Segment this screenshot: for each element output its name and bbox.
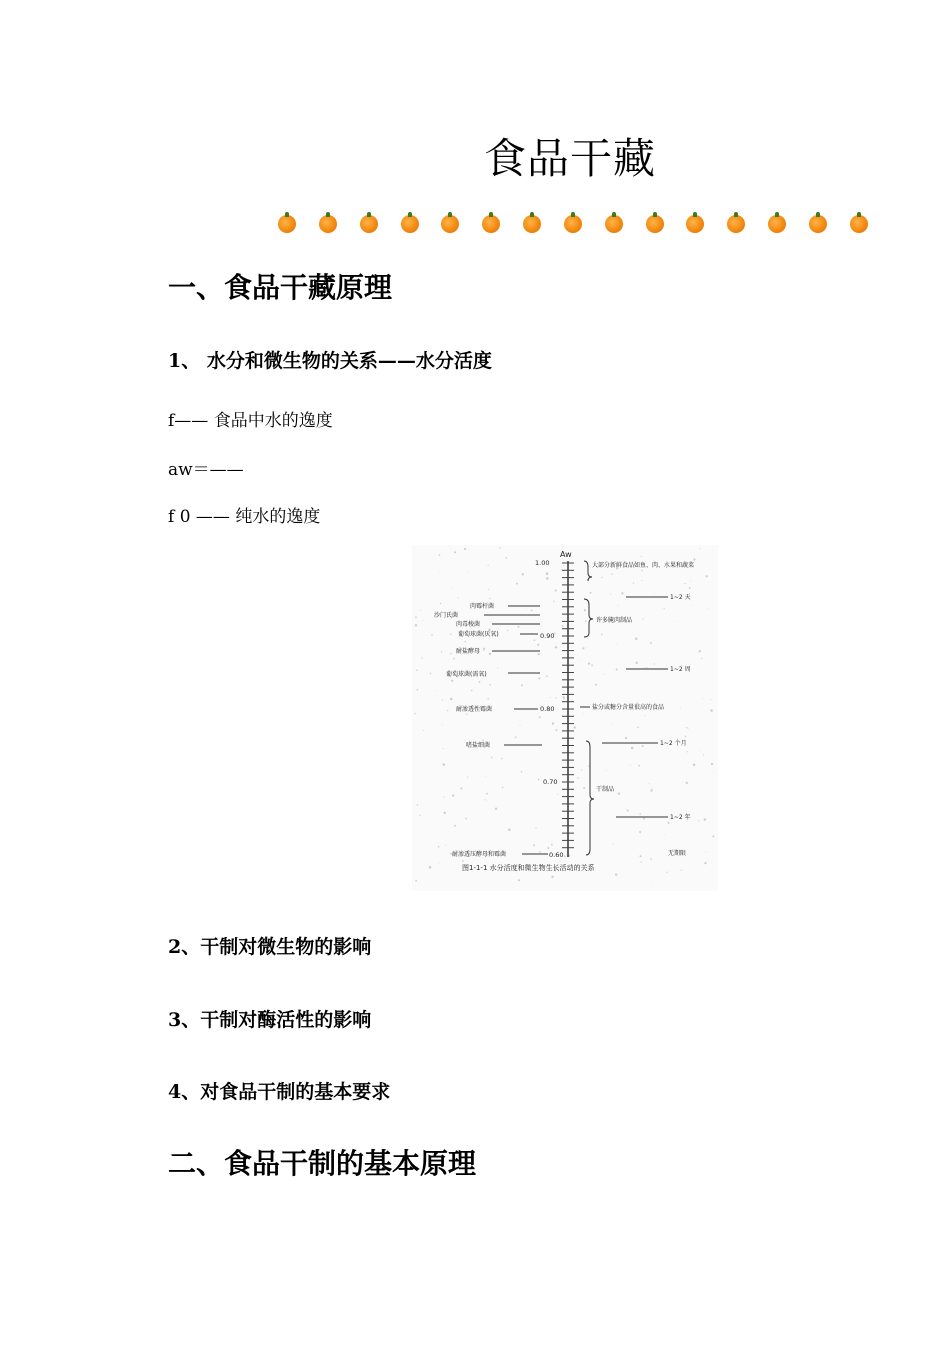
right-label: 1~2 周 bbox=[670, 666, 691, 673]
scan-speckle bbox=[579, 660, 580, 661]
scan-speckle bbox=[699, 750, 700, 751]
scan-speckle bbox=[625, 737, 627, 739]
scan-speckle bbox=[687, 751, 688, 752]
right-label: 1~2 个月 bbox=[660, 740, 687, 747]
left-label: 沙门氏菌 bbox=[434, 612, 459, 619]
section-heading-2: 二、食品干制的基本原理 bbox=[168, 1147, 477, 1180]
scan-speckle bbox=[420, 610, 421, 611]
orange-dot-icon bbox=[564, 215, 582, 233]
scan-speckle bbox=[462, 860, 464, 862]
scan-speckle bbox=[435, 690, 436, 691]
scan-speckle bbox=[458, 597, 459, 598]
scan-speckle bbox=[635, 637, 638, 640]
section-heading-1: 一、食品干藏原理 bbox=[168, 271, 393, 304]
scan-speckle bbox=[521, 684, 523, 686]
scan-speckle bbox=[591, 664, 593, 666]
scan-speckle bbox=[467, 777, 468, 778]
tick-label: 0.60 bbox=[549, 851, 564, 859]
scan-speckle bbox=[491, 757, 492, 758]
tick-label: 0.90 bbox=[540, 632, 555, 640]
scan-speckle bbox=[655, 593, 656, 594]
scan-speckle bbox=[415, 616, 417, 618]
scan-speckle bbox=[590, 592, 592, 594]
scan-speckle bbox=[637, 727, 639, 729]
right-label: 盐分或糖分含量很高的食品 bbox=[592, 704, 665, 711]
scan-speckle bbox=[611, 723, 612, 724]
scan-speckle bbox=[521, 771, 523, 773]
scan-speckle bbox=[538, 677, 540, 679]
scan-speckle bbox=[440, 603, 441, 604]
scan-speckle bbox=[666, 872, 667, 873]
scan-speckle bbox=[464, 641, 465, 642]
scan-speckle bbox=[471, 690, 473, 692]
scan-speckle bbox=[703, 755, 704, 756]
scan-speckle bbox=[693, 558, 695, 560]
scan-speckle bbox=[599, 731, 600, 732]
scan-speckle bbox=[585, 620, 587, 622]
scan-speckle bbox=[538, 653, 540, 655]
scan-speckle bbox=[584, 609, 586, 611]
orange-dot-icon bbox=[360, 215, 378, 233]
scan-speckle bbox=[441, 651, 442, 652]
scan-speckle bbox=[416, 758, 417, 759]
scan-speckle bbox=[451, 680, 453, 682]
scan-speckle bbox=[711, 763, 713, 765]
scan-speckle bbox=[445, 845, 446, 846]
scan-speckle bbox=[546, 577, 549, 580]
scan-speckle bbox=[447, 710, 448, 711]
scan-speckle bbox=[586, 647, 587, 648]
scan-speckle bbox=[689, 587, 691, 589]
scan-speckle bbox=[487, 698, 489, 700]
scan-speckle bbox=[443, 763, 446, 766]
scan-speckle bbox=[651, 885, 652, 886]
scan-speckle bbox=[642, 745, 644, 747]
scan-speckle bbox=[489, 598, 490, 599]
scan-speckle bbox=[563, 690, 564, 691]
scan-speckle bbox=[650, 789, 652, 791]
scan-speckle bbox=[633, 582, 634, 583]
scan-speckle bbox=[514, 557, 515, 558]
orange-dot-icon bbox=[727, 215, 745, 233]
scan-speckle bbox=[422, 657, 423, 658]
scan-speckle bbox=[680, 870, 681, 871]
scan-speckle bbox=[486, 793, 488, 795]
scan-speckle bbox=[707, 608, 708, 609]
scan-speckle bbox=[483, 648, 485, 650]
orange-dot-divider bbox=[278, 213, 868, 235]
scan-speckle bbox=[639, 813, 641, 815]
scan-speckle bbox=[485, 776, 486, 777]
orange-dot-icon bbox=[319, 215, 337, 233]
scan-speckle bbox=[701, 658, 702, 659]
scan-speckle bbox=[621, 750, 622, 751]
scan-speckle bbox=[618, 864, 619, 865]
scan-speckle bbox=[552, 722, 554, 724]
right-label: 干制品 bbox=[596, 786, 615, 793]
scan-speckle bbox=[704, 862, 706, 864]
scan-speckle bbox=[555, 589, 557, 591]
scan-speckle bbox=[450, 633, 451, 634]
left-label: 耐盐酵母 bbox=[456, 648, 481, 655]
scan-speckle bbox=[423, 730, 424, 731]
scan-speckle bbox=[565, 763, 566, 764]
scan-speckle bbox=[688, 728, 689, 729]
scan-speckle bbox=[448, 659, 449, 660]
scan-speckle bbox=[618, 605, 619, 606]
scan-speckle bbox=[454, 825, 456, 827]
left-label: 肉毒梭菌 bbox=[456, 621, 481, 628]
scan-speckle bbox=[699, 548, 700, 549]
scan-speckle bbox=[539, 851, 541, 853]
scan-speckle bbox=[560, 570, 561, 571]
scan-speckle bbox=[501, 758, 503, 760]
scan-speckle bbox=[639, 831, 641, 833]
scan-speckle bbox=[583, 713, 584, 714]
scan-speckle bbox=[643, 618, 644, 619]
subheading-4: 4、对食品干制的基本要求 bbox=[168, 1081, 391, 1103]
orange-dot-icon bbox=[768, 215, 786, 233]
scan-speckle bbox=[643, 818, 645, 820]
scan-speckle bbox=[588, 662, 590, 664]
scan-speckle bbox=[482, 739, 484, 741]
scan-speckle bbox=[495, 808, 497, 810]
tick-label: 1.00 bbox=[535, 559, 550, 567]
scan-speckle bbox=[640, 855, 642, 857]
scan-speckle bbox=[641, 580, 642, 581]
scan-speckle bbox=[627, 809, 629, 811]
scan-speckle bbox=[546, 675, 548, 677]
water-activity-diagram bbox=[412, 545, 718, 891]
scan-speckle bbox=[439, 554, 441, 556]
scan-speckle bbox=[533, 844, 535, 846]
scan-speckle bbox=[452, 588, 453, 589]
scan-speckle bbox=[677, 621, 678, 622]
scan-speckle bbox=[479, 681, 481, 683]
scan-speckle bbox=[518, 879, 520, 881]
scan-speckle bbox=[613, 715, 614, 716]
scan-speckle bbox=[712, 772, 713, 773]
scan-speckle bbox=[601, 634, 602, 635]
scan-speckle bbox=[563, 565, 564, 566]
orange-dot-icon bbox=[523, 215, 541, 233]
scan-speckle bbox=[502, 787, 504, 789]
scan-speckle bbox=[557, 794, 558, 795]
scan-speckle bbox=[534, 639, 536, 641]
scan-speckle bbox=[508, 829, 511, 832]
scan-speckle bbox=[440, 619, 441, 620]
scan-speckle bbox=[574, 726, 576, 728]
scan-speckle bbox=[460, 787, 462, 789]
scan-speckle bbox=[438, 862, 439, 863]
subheading-3: 3、干制对酶活性的影响 bbox=[168, 1009, 372, 1031]
scan-speckle bbox=[653, 663, 654, 664]
scan-speckle bbox=[486, 800, 487, 801]
scan-speckle bbox=[483, 650, 484, 651]
scan-speckle bbox=[464, 548, 466, 550]
scan-speckle bbox=[468, 572, 469, 573]
scan-speckle bbox=[710, 709, 713, 712]
scan-speckle bbox=[416, 669, 418, 671]
scan-speckle bbox=[616, 643, 617, 644]
orange-dot-icon bbox=[850, 215, 868, 233]
scan-speckle bbox=[564, 855, 566, 857]
scan-speckle bbox=[535, 827, 536, 828]
scan-speckle bbox=[553, 600, 554, 601]
scan-speckle bbox=[685, 736, 687, 738]
left-label: 耐渗透性霉菌 bbox=[456, 706, 493, 713]
scan-speckle bbox=[621, 592, 623, 594]
scan-speckle bbox=[453, 658, 455, 660]
scan-speckle bbox=[606, 770, 607, 771]
scan-speckle bbox=[691, 605, 692, 606]
scan-speckle bbox=[492, 758, 493, 759]
scan-speckle bbox=[417, 689, 419, 691]
scan-speckle bbox=[442, 668, 443, 669]
scan-speckle bbox=[598, 678, 599, 679]
water-activity-figure bbox=[412, 545, 718, 891]
scan-speckle bbox=[555, 729, 557, 731]
scan-speckle bbox=[645, 715, 646, 716]
tick-label: 0.70 bbox=[543, 778, 558, 786]
scan-speckle bbox=[550, 578, 551, 579]
scan-speckle bbox=[422, 620, 423, 621]
scan-speckle bbox=[611, 573, 613, 575]
scan-speckle bbox=[550, 697, 551, 698]
right-label: 1~2 天 bbox=[670, 594, 691, 601]
scan-speckle bbox=[562, 625, 564, 627]
scan-speckle bbox=[505, 557, 507, 559]
scan-speckle bbox=[618, 792, 620, 794]
left-label: 嗜盐细菌 bbox=[466, 742, 491, 749]
orange-dot-icon bbox=[441, 215, 459, 233]
scan-speckle bbox=[440, 571, 441, 572]
page-title: 食品干藏 bbox=[483, 134, 656, 183]
scan-speckle bbox=[581, 769, 582, 770]
scan-speckle bbox=[693, 763, 696, 766]
left-label: 葡萄球菌(厌氧) bbox=[458, 631, 499, 638]
orange-dot-icon bbox=[646, 215, 664, 233]
scan-speckle bbox=[430, 673, 431, 674]
scan-speckle bbox=[615, 874, 617, 876]
scan-speckle bbox=[635, 662, 637, 664]
right-label: 1~2 年 bbox=[670, 814, 691, 821]
scan-speckle bbox=[706, 575, 708, 577]
scan-speckle bbox=[674, 698, 675, 699]
subheading-1: 1、 水分和微生物的关系——水分活度 bbox=[168, 350, 492, 372]
scan-speckle bbox=[704, 818, 706, 820]
scan-speckle bbox=[507, 630, 509, 632]
scan-speckle bbox=[520, 725, 521, 726]
scan-speckle bbox=[705, 851, 706, 852]
scan-speckle bbox=[419, 815, 420, 816]
right-label: 无期限 bbox=[668, 850, 687, 857]
scan-speckle bbox=[415, 624, 417, 626]
scan-speckle bbox=[641, 862, 642, 863]
scan-speckle bbox=[555, 697, 556, 698]
scan-speckle bbox=[698, 820, 699, 821]
scan-speckle bbox=[442, 724, 443, 725]
scan-speckle bbox=[443, 797, 444, 798]
scan-speckle bbox=[450, 698, 453, 701]
scan-speckle bbox=[450, 653, 451, 654]
formula-line-denominator: f 0 —— 纯水的逸度 bbox=[168, 507, 321, 527]
tick-label: 0.80 bbox=[540, 705, 555, 713]
scan-speckle bbox=[649, 783, 650, 784]
scan-speckle bbox=[664, 608, 665, 609]
scan-speckle bbox=[465, 818, 467, 820]
scan-speckle bbox=[415, 880, 417, 882]
scan-speckle bbox=[522, 573, 524, 575]
scan-speckle bbox=[566, 819, 567, 820]
scan-speckle bbox=[538, 779, 540, 781]
scan-speckle bbox=[489, 684, 491, 686]
scan-speckle bbox=[452, 795, 454, 797]
scan-speckle bbox=[534, 834, 535, 835]
orange-dot-icon bbox=[605, 215, 623, 233]
scan-speckle bbox=[443, 748, 444, 749]
scan-speckle bbox=[684, 583, 685, 584]
scan-speckle bbox=[604, 673, 605, 674]
scan-speckle bbox=[551, 876, 553, 878]
subheading-2: 2、干制对微生物的影响 bbox=[168, 936, 372, 958]
scan-speckle bbox=[710, 699, 711, 700]
scan-speckle bbox=[588, 766, 589, 767]
scan-speckle bbox=[563, 698, 565, 700]
scan-speckle bbox=[489, 653, 491, 655]
scan-speckle bbox=[546, 572, 549, 575]
orange-dot-icon bbox=[401, 215, 419, 233]
scan-speckle bbox=[561, 569, 562, 570]
scan-speckle bbox=[499, 547, 500, 548]
scan-speckle bbox=[650, 642, 652, 644]
scan-speckle bbox=[488, 565, 489, 566]
axis-label: Aw bbox=[560, 550, 572, 559]
scan-speckle bbox=[616, 668, 618, 670]
right-label: 许多腌肉制品 bbox=[596, 617, 633, 624]
orange-dot-icon bbox=[809, 215, 827, 233]
scan-speckle bbox=[630, 765, 631, 766]
scan-speckle bbox=[686, 782, 688, 784]
scan-speckle bbox=[625, 808, 626, 809]
scan-speckle bbox=[417, 804, 418, 805]
scan-speckle bbox=[686, 727, 687, 728]
scan-speckle bbox=[539, 716, 541, 718]
scan-speckle bbox=[508, 757, 509, 758]
scan-speckle bbox=[547, 847, 549, 849]
scan-speckle bbox=[680, 708, 681, 709]
scan-speckle bbox=[641, 556, 642, 557]
scan-speckle bbox=[644, 667, 645, 668]
scan-speckle bbox=[515, 736, 517, 738]
scan-speckle bbox=[444, 796, 445, 797]
scan-speckle bbox=[414, 713, 415, 714]
scan-speckle bbox=[667, 822, 669, 824]
scan-speckle bbox=[641, 570, 642, 571]
left-label: 葡萄球菌(需氧) bbox=[446, 671, 487, 678]
scan-speckle bbox=[497, 667, 498, 668]
figure-caption: 图1-1-1 水分活度和微生物生长活动的关系 bbox=[462, 864, 595, 872]
scan-speckle bbox=[553, 842, 554, 843]
scan-speckle bbox=[563, 696, 565, 698]
scan-speckle bbox=[517, 626, 519, 628]
scan-speckle bbox=[484, 799, 485, 800]
scan-speckle bbox=[583, 787, 585, 789]
scan-speckle bbox=[429, 866, 432, 869]
left-label: 耐渗透压酵母和霉菌 bbox=[452, 851, 507, 858]
scan-speckle bbox=[602, 577, 603, 578]
scan-speckle bbox=[438, 846, 440, 848]
scan-speckle bbox=[652, 788, 653, 789]
scan-speckle bbox=[613, 843, 614, 844]
scan-speckle bbox=[555, 646, 558, 649]
scan-speckle bbox=[454, 551, 456, 553]
scan-speckle bbox=[710, 638, 711, 639]
scan-speckle bbox=[595, 684, 597, 686]
scan-speckle bbox=[537, 644, 539, 646]
scan-speckle bbox=[466, 714, 467, 715]
scan-speckle bbox=[646, 667, 647, 668]
scan-speckle bbox=[631, 747, 634, 750]
scan-speckle bbox=[431, 635, 433, 637]
scan-speckle bbox=[712, 835, 714, 837]
scan-speckle bbox=[531, 610, 533, 612]
orange-dot-icon bbox=[278, 215, 296, 233]
scan-speckle bbox=[638, 765, 640, 767]
scan-speckle bbox=[703, 698, 704, 699]
scan-speckle bbox=[610, 594, 611, 595]
formula-line-numerator: f—— 食品中水的逸度 bbox=[168, 411, 333, 431]
scan-speckle bbox=[516, 583, 518, 585]
scan-speckle bbox=[577, 777, 579, 779]
formula-line-aw: aw＝—— bbox=[168, 460, 244, 480]
orange-dot-icon bbox=[686, 215, 704, 233]
left-label: 肉霉杆菌 bbox=[470, 603, 495, 610]
scan-speckle bbox=[488, 589, 489, 590]
scan-speckle bbox=[664, 834, 665, 835]
scan-speckle bbox=[582, 647, 584, 649]
scan-speckle bbox=[690, 580, 691, 581]
orange-dot-icon bbox=[482, 215, 500, 233]
scan-speckle bbox=[650, 858, 652, 860]
scan-speckle bbox=[442, 699, 443, 700]
scan-speckle bbox=[551, 844, 553, 846]
scan-speckle bbox=[561, 643, 562, 644]
scan-speckle bbox=[443, 812, 445, 814]
scan-speckle bbox=[699, 650, 701, 652]
right-label: 大部分新鲜食品如鱼、肉、水果和蔬菜 bbox=[592, 562, 695, 569]
